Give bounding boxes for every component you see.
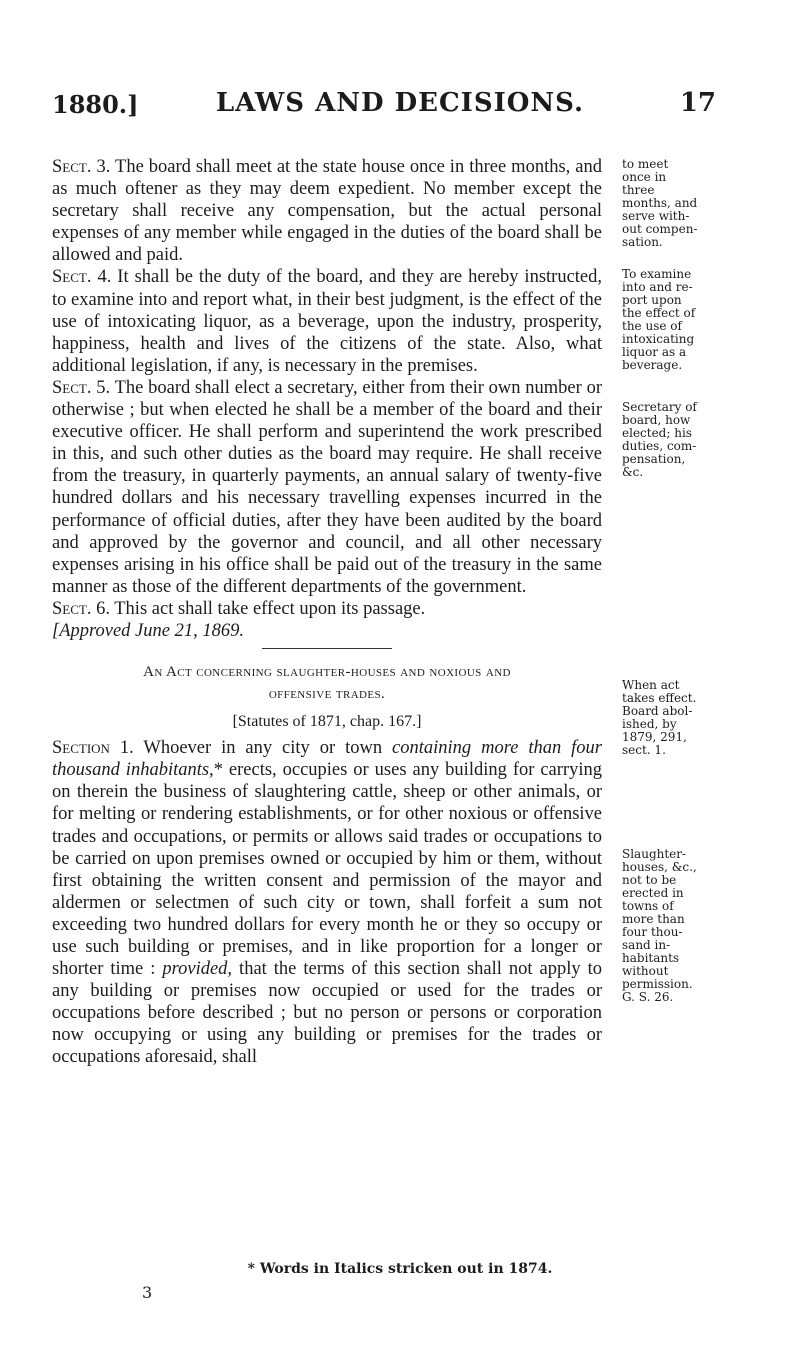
section-6 (52, 598, 602, 620)
sidenote-line: months, and (622, 196, 698, 210)
act-title-line: An Act concerning slaughter-houses and noxious and (143, 664, 511, 681)
sidenote-line: more than (622, 912, 685, 926)
header-title: LAWS AND DECISIONS. (215, 88, 585, 118)
sidenote-line: not to be (622, 873, 677, 887)
sidenote-line: the effect of (622, 306, 696, 320)
section-text: This act shall take effect upon its passage. (109, 598, 426, 619)
sidenote-line: liquor as a (622, 345, 687, 359)
section-label: Sect. 4. (52, 267, 112, 288)
sidenote-line: takes effect. (622, 691, 697, 705)
sidenote-line: port upon (622, 293, 682, 307)
sidenote-line: erected in (622, 886, 684, 900)
sidenote-line: to meet (622, 157, 669, 171)
sidenote-line: Board abol- (622, 704, 693, 718)
sidenote-sect5 (622, 401, 712, 479)
sidenote-line: duties, com- (622, 439, 697, 453)
sidenote-line: &c. (622, 465, 644, 479)
italic-stricken-text: containing more than four thousand inhabitants, (52, 738, 603, 781)
section-text: erects, occupies or uses any building for carrying on therein the business of slaughtering cattle, sheep or other animals, or for melting or rendering establishments, or for other noxious or offensive trades and occupations, or permits or allows said trades or occupations to be carried on upon premises owned or occupied by him or them, without first obtaining the written consent and permission of the mayor and aldermen or selectmen of such city or town, shall forfeit a sum not exceeding two hundred dollars for every month he or they so occupy or use such building or premises, and in like proportion for a longer or shorter time : (52, 760, 602, 980)
section-text: The board shall meet at the state house once in three months, and as much oftener as they may deem expedient. No member except the secretary shall receive any compensation, but the actual personal expenses of any member while engaged in the duties of the board shall be allowed and paid. (52, 157, 603, 266)
sidenote-line: intoxicating (622, 332, 695, 346)
section-text: Whoever in any city or town (133, 738, 393, 759)
act-title-line: offensive trades. (268, 686, 386, 703)
main-text (52, 156, 602, 1069)
sidenote-sect6 (622, 679, 712, 757)
running-header (0, 86, 800, 126)
section-label: Sect. 5. (52, 377, 111, 398)
sidenote-line: serve with- (622, 209, 690, 223)
proviso-word: provided, (162, 959, 233, 980)
sidenote-line: Secretary of (622, 400, 697, 414)
sidenote-line: sect. 1. (622, 743, 666, 757)
page-number: 17 (679, 88, 716, 118)
header-year: 1880.] (52, 90, 139, 119)
section-text: that the terms of this section shall not apply to any building or premises now occupied or used for the trades or occupations before described ; but no person or persons or corporation now occupying or using any building or premises for the trades or occupations aforesaid, shall (52, 959, 602, 1068)
footnote-marker: * (213, 760, 223, 781)
sidenote-line: beverage. (622, 358, 683, 372)
sidenote-line: ished, by (622, 717, 677, 731)
section-label: Sect. 6. (52, 598, 110, 619)
section-5 (52, 377, 602, 598)
statute-citation: [Statutes of 1871, chap. 167.] (232, 713, 422, 731)
sidenote-line: pensation, (622, 452, 686, 466)
sidenote-sect4 (622, 268, 712, 372)
sidenote-line: sand in- (622, 938, 671, 952)
sidenote-line: sation. (622, 235, 663, 249)
sidenote-line: To examine (622, 267, 692, 281)
section-3 (52, 156, 602, 266)
approval-date: [Approved June 21, 1869. (52, 620, 244, 641)
sidenote-section1 (622, 848, 712, 1004)
sidenote-line: towns of (622, 899, 674, 913)
sidenote-line: Slaughter- (622, 847, 687, 861)
sidenote-line: without (622, 964, 669, 978)
sidenote-line: 1879, 291, (622, 730, 687, 744)
act-title (52, 661, 602, 705)
section-label: Sect. 3. (52, 157, 111, 177)
sidenote-line: the use of (622, 319, 682, 333)
sidenote-line: houses, &c., (622, 860, 697, 874)
section-label: Section 1. (52, 738, 134, 759)
sidenote-sect3 (622, 158, 712, 249)
sidenote-line: once in (622, 170, 667, 184)
sidenote-line: G. S. 26. (622, 990, 674, 1004)
section-4 (52, 266, 602, 376)
sidenote-line: When act (622, 678, 680, 692)
section-text: The board shall elect a secretary, either from their own number or otherwise ; but when elected he shall be a member of the board and their executive officer. He shall perform and superintend the work prescribed in this, and such other duties as the board may require. He shall receive from the treasury, in quarterly payments, an annual salary of twenty-five hundred dollars and his necessary travelling expenses incurred in the performance of official duties, after they have been audited by the board and approved by the governor and council, and all other necessary expenses arising in his office shall be paid out of the treasury in the same manner as those of the different departments of the government. (52, 377, 602, 597)
divider-rule (262, 648, 392, 649)
signature-mark: 3 (142, 1283, 153, 1302)
sidenote-line: out compen- (622, 222, 698, 236)
sidenote-line: three (622, 183, 655, 197)
sidenote-line: into and re- (622, 280, 693, 294)
sidenote-line: board, how (622, 413, 691, 427)
section-text: It shall be the duty of the board, and they are hereby instructed, to examine into and report what, in their best judgment, is the effect of the use of intoxicating liquor, as a beverage, upon the industry, prosperity, happiness, health and lives of the citizens of the state. Also, what additional legislation, if any, is necessary in the premises. (52, 267, 603, 376)
sidenote-line: permission. (622, 977, 693, 991)
sidenote-line: habitants (622, 951, 680, 965)
section-1 (52, 737, 602, 1068)
sidenote-line: four thou- (622, 925, 683, 939)
sidenote-line: elected; his (622, 426, 692, 440)
footnote: * Words in Italics stricken out in 1874. (247, 1261, 553, 1277)
